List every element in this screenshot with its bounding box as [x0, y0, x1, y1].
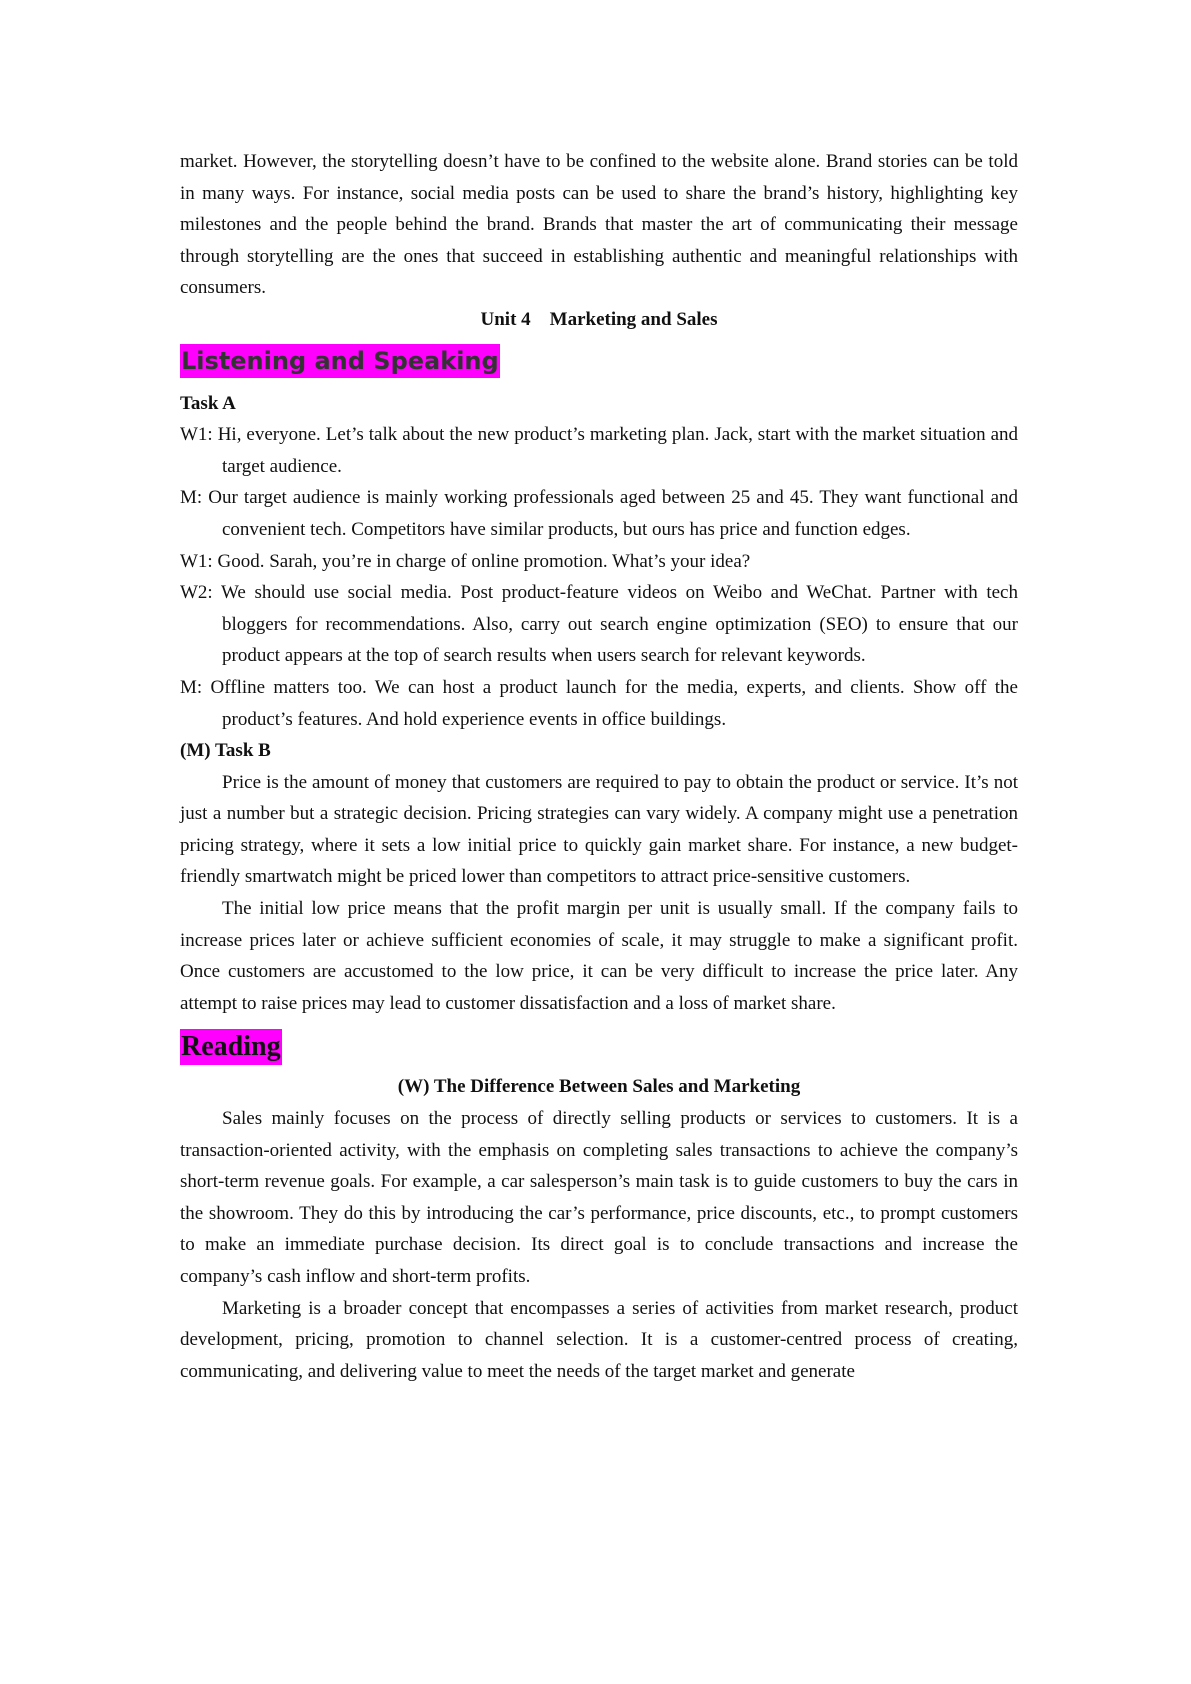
reading-paragraph: Marketing is a broader concept that encompasses a series of activities from market research, product development, pricing, promotion to channel selection. It is a customer-centred process of creating, communicating, and delivering value to meet the needs of the target market and generate — [180, 1297, 1018, 1382]
speaker: M: — [180, 487, 203, 509]
task-a-label: Task A — [180, 392, 236, 414]
dialogue-line — [180, 482, 1018, 545]
speaker: W1: — [180, 424, 213, 446]
listening-heading: Listening and Speaking — [180, 344, 500, 378]
document-page — [180, 146, 1018, 1387]
reading-title: (W) The Difference Between Sales and Marketing — [397, 1076, 801, 1098]
task-a-dialogue — [180, 419, 1018, 735]
speaker: M: — [180, 676, 203, 698]
dialogue-text: Good. Sarah, you’re in charge of online promotion. What’s your idea? — [217, 550, 751, 572]
reading-heading-wrap — [180, 1029, 1018, 1065]
dialogue-line — [180, 546, 1018, 578]
dialogue-text: We should use social media. Post product-feature videos on Weibo and WeChat. Partner with tech bloggers for recommendations. Also, carry out search engine optimization (SEO) to ensure that our product appears at the top of search results when users search for relevant keywords. — [221, 582, 1018, 667]
intro-paragraph: market. However, the storytelling doesn’t have to be confined to the website alone. Brand stories can be told in many ways. For instance, social media posts can be used to share the brand’s history, highlighting key milestones and the people behind the brand. Brands that master the art of communicating their message through storytelling are the ones that succeed in establishing authentic and meaningful relationships with consumers. — [180, 151, 1018, 299]
dialogue-text: Offline matters too. We can host a product launch for the media, experts, and clients. Show off the product’s features. And hold experience events in office buildings. — [210, 676, 1018, 730]
task-b-paragraph: Price is the amount of money that customers are required to pay to obtain the product or service. It’s not just a number but a strategic decision. Pricing strategies can vary widely. A company might use a penetration pricing strategy, where it sets a low initial price to quickly gain market share. For instance, a new budget-friendly smartwatch might be priced lower than competitors to attract price-sensitive customers. — [180, 771, 1018, 888]
reading-heading: Reading — [180, 1029, 282, 1065]
task-b-label: (M) Task B — [180, 740, 271, 762]
dialogue-line — [180, 419, 1018, 482]
dialogue-line — [180, 577, 1018, 672]
dialogue-line — [180, 672, 1018, 735]
dialogue-text: Hi, everyone. Let’s talk about the new product’s marketing plan. Jack, start with the market situation and target audience. — [217, 424, 1019, 477]
speaker: W2: — [180, 582, 213, 604]
listening-heading-wrap — [180, 344, 1018, 378]
speaker: W1: — [180, 550, 213, 572]
dialogue-text: Our target audience is mainly working professionals aged between 25 and 45. They want functional and convenient tech. Competitors have similar products, but ours has price and function edges. — [208, 487, 1019, 540]
task-b-paragraph: The initial low price means that the profit margin per unit is usually small. If the company fails to increase prices later or achieve sufficient economies of scale, it may struggle to make a significant profit. Once customers are accustomed to the low price, it can be very difficult to increase the price later. Any attempt to raise prices may lead to customer dissatisfaction and a loss of market share. — [180, 898, 1018, 1014]
reading-paragraph: Sales mainly focuses on the process of directly selling products or services to customers. It is a transaction-oriented activity, with the emphasis on completing sales transactions to achieve the company’s short-term revenue goals. For example, a car salesperson’s main task is to guide customers to buy the cars in the showroom. They do this by introducing the car’s performance, price discounts, etc., to prompt customers to make an immediate purchase decision. Its direct goal is to conclude transactions and increase the company’s cash inflow and short-term profits. — [180, 1108, 1018, 1287]
unit-title: Unit 4 Marketing and Sales — [480, 308, 718, 330]
